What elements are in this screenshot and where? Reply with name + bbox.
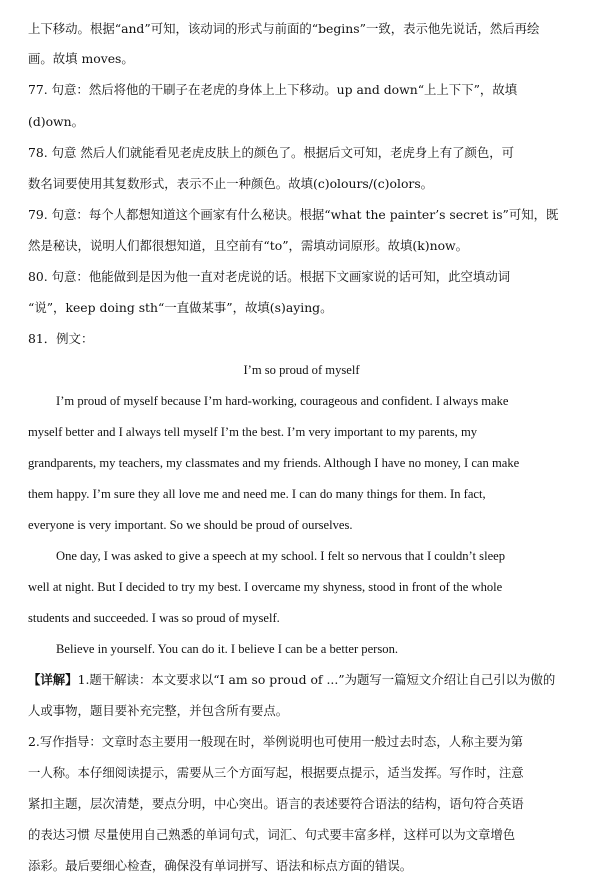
text-line: 79. 句意：每个人都想知道这个画家有什么秘诀。根据“what the painter’s secret is”可知，既 xyxy=(28,207,559,222)
example-label: 81．例文： xyxy=(28,331,94,346)
text-line: 77. 句意：然后将他的干刷子在老虎的身体上上下移动。up and down“上上下下”，故填 xyxy=(28,82,518,97)
analysis-line: 紧扣主题，层次清楚，要点分明，中心突出。语言的表述要符合语法的结构，语句符合英语 xyxy=(28,796,524,811)
analysis-line: 2.写作指导：文章时态主要用一般现在时，举例说明也可使用一般过去时态，人称主要为第 xyxy=(28,734,524,749)
essay-line: One day, I was asked to give a speech at my school. I felt so nervous that I couldn’t sleep xyxy=(56,549,506,563)
essay-line: everyone is very important. So we should be proud of ourselves. xyxy=(28,518,353,532)
text-line: (d)own。 xyxy=(28,114,85,129)
analysis-text: 1.题干解读：本文要求以“I am so proud of ...”为题写一篇短文介绍让自己引以为傲的 xyxy=(77,672,556,687)
analysis-line: 一人称。本仔细阅读提示，需要从三个方面写起，根据要点提示，适当发挥。写作时，注意 xyxy=(28,765,524,780)
essay-line: well at night. But I decided to try my best. I overcame my shyness, stood in front of the whole xyxy=(28,580,503,594)
essay-title: I’m so proud of myself xyxy=(243,363,360,377)
essay-line: myself better and I always tell myself I’m the best. I’m very important to my parents, my xyxy=(28,425,478,439)
analysis-line: 的表达习惯 尽量使用自己熟悉的单词句式，词汇、句式要丰富多样，这样可以为文章增色 xyxy=(28,827,516,842)
text-line: 80. 句意：他能做到是因为他一直对老虎说的话。根据下文画家说的话可知，此空填动词 xyxy=(28,269,511,284)
analysis-line: 添彩。最后要细心检查，确保没有单词拼写、语法和标点方面的错误。 xyxy=(28,858,413,873)
analysis-label: 【详解】 xyxy=(28,672,78,687)
essay-line: them happy. I’m sure they all love me and need me. I can do many things for them. In fact, xyxy=(28,487,486,501)
essay-line: Believe in yourself. You can do it. I believe I can be a better person. xyxy=(56,642,399,656)
text-line: 上下移动。根据“and”可知，该动词的形式与前面的“begins”一致，表示他先说话，然后再绘 xyxy=(28,21,540,36)
text-line: 78. 句意 然后人们就能看见老虎皮肤上的颜色了。根据后文可知，老虎身上有了颜色，可 xyxy=(28,145,515,160)
text-line: 画。故填 moves。 xyxy=(28,51,134,66)
text-line: 数名词要使用其复数形式，表示不止一种颜色。故填(c)olours/(c)olors。 xyxy=(28,176,434,191)
essay-line: I’m proud of myself because I’m hard-working, courageous and confident. I always make xyxy=(56,394,509,408)
essay-line: grandparents, my teachers, my classmates and my friends. Although I have no money, I can make xyxy=(28,456,520,470)
analysis-first-line xyxy=(28,671,580,689)
text-line: “说”，keep doing sth“一直做某事”，故填(s)aying。 xyxy=(28,300,333,315)
analysis-line: 人或事物，题目要补充完整，并包含所有要点。 xyxy=(28,703,289,718)
essay-line: students and succeeded. I was so proud of myself. xyxy=(28,611,280,625)
text-line: 然是秘诀，说明人们都很想知道，且空前有“to”，需填动词原形。故填(k)now。 xyxy=(28,238,469,253)
